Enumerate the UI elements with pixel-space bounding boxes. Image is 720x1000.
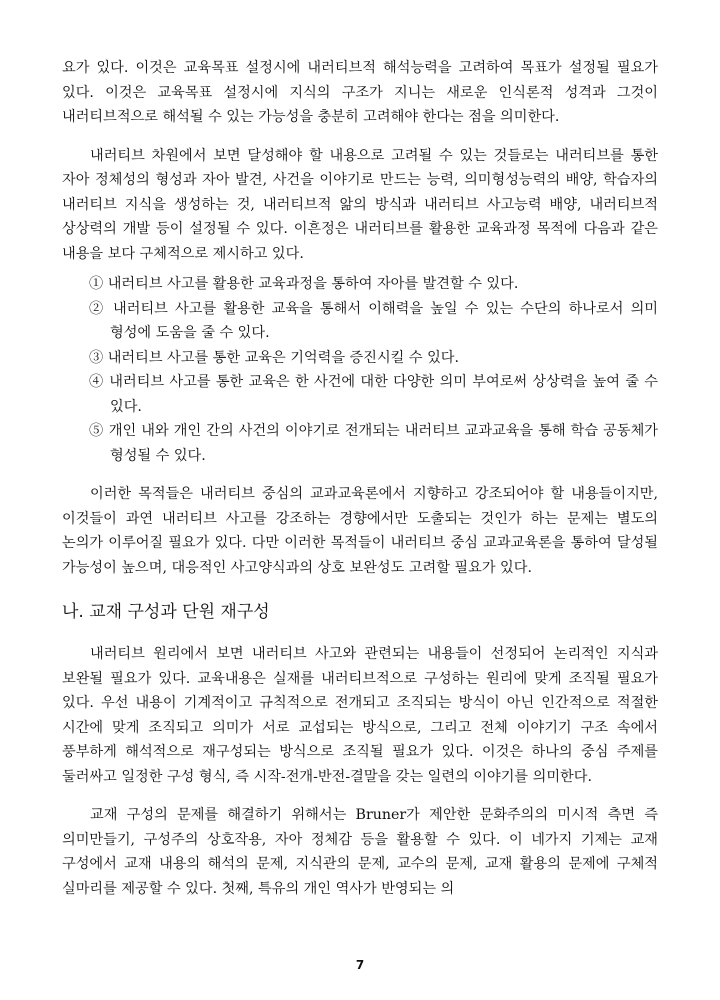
document-body	[62, 56, 658, 901]
list-item: ④ 내러티브 사고를 통한 교육은 한 사건에 대한 다양한 의미 부여로써 상상력을 높여 줄 수 있다.	[89, 374, 658, 415]
paragraph-3: 이러한 목적들은 내러티브 중심의 교과교육론에서 지향하고 강조되어야 할 내용들이지만, 이것들이 과연 내러티브 사고를 강조하는 경향에서만 도출되는 것인가 하는 문제는 별도의 논의가 이루어질 필요가 있다. 다만 이러한 목적들이 내러티브 중심 교과교육론을 통하여 달성될 가능성이 높으며, 대응적인 사고양식과의 상호 보완성도 고려할 필요가 있다.	[62, 486, 658, 576]
list-item: ⑤ 개인 내와 개인 간의 사건의 이야기로 전개되는 내러티브 교과교육을 통해 학습 공동체가 형성될 수 있다.	[89, 423, 658, 464]
objectives-list	[62, 272, 658, 468]
paragraph-1: 요가 있다. 이것은 교육목표 설정시에 내러티브적 해석능력을 고려하여 목표가 설정될 필요가 있다. 이것은 교육목표 설정시에 지식의 구조가 지니는 새로운 인식론적 성격과 그것이 내러티브적으로 해석될 수 있는 가능성을 충분히 고려해야 한다는 점을 의미한다.	[62, 60, 658, 125]
list-item: ② 내러티브 사고를 활용한 교육을 통해서 이해력을 높일 수 있는 수단의 하나로서 의미 형성에 도움을 줄 수 있다.	[89, 300, 658, 341]
page-number: 7	[355, 958, 365, 972]
list-item: ③ 내러티브 사고를 통한 교육은 기억력을 증진시킬 수 있다.	[89, 349, 459, 366]
paragraph-4: 내러티브 원리에서 보면 내러티브 사고와 관련되는 내용들이 선정되어 논리적인 지식과 보완될 필요가 있다. 교육내용은 실재를 내러티브적으로 구성하는 원리에 맞게 조직될 필요가 있다. 우선 내용이 기계적이고 규칙적으로 전개되고 조직되는 방식이 아닌 인간적으로 적절한 시간에 맞게 조직되고 의미가 서로 교섭되는 방식으로, 그리고 전체 이야기기 구조 속에서 풍부하게 해석적으로 재구성되는 방식으로 조직될 필요가 있다. 이것은 하나의 중심 주제를 둘러싸고 일정한 구성 형식, 즉 시작-전개-반전-결말을 갖는 일련의 이야기를 의미한다.	[62, 646, 658, 785]
paragraph-2: 내러티브 차원에서 보면 달성해야 할 내용으로 고려될 수 있는 것들로는 내러티브를 통한 자아 정체성의 형성과 자아 발견, 사건을 이야기로 만드는 능력, 의미형성능력의 배양, 학습자의 내러티브 지식을 생성하는 것, 내러티브적 앎의 방식과 내러티브 사고능력 배양, 내러티브적 상상력의 개발 등이 설정될 수 있다. 이흔정은 내러티브를 활용한 교육과정 목적에 다음과 같은 내용을 보다 구체적으로 제시하고 있다.	[62, 147, 658, 262]
section-heading: 나. 교재 구성과 단원 재구성	[62, 602, 270, 622]
list-item: ① 내러티브 사고를 활용한 교육과정을 통하여 자아를 발견할 수 있다.	[89, 276, 519, 292]
paragraph-5: 교재 구성의 문제를 해결하기 위해서는 Bruner가 제안한 문화주의의 미시적 측면 즉 의미만들기, 구성주의 상호작용, 자아 정체감 등을 활용할 수 있다. 이 네가지 기제는 교재 구성에서 교재 내용의 해석의 문제, 지식관의 문제, 교수의 문제, 교재 활용의 문제에 구체적 실마리를 제공할 수 있다. 첫째, 특유의 개인 역사가 반영되는 의	[62, 807, 658, 897]
